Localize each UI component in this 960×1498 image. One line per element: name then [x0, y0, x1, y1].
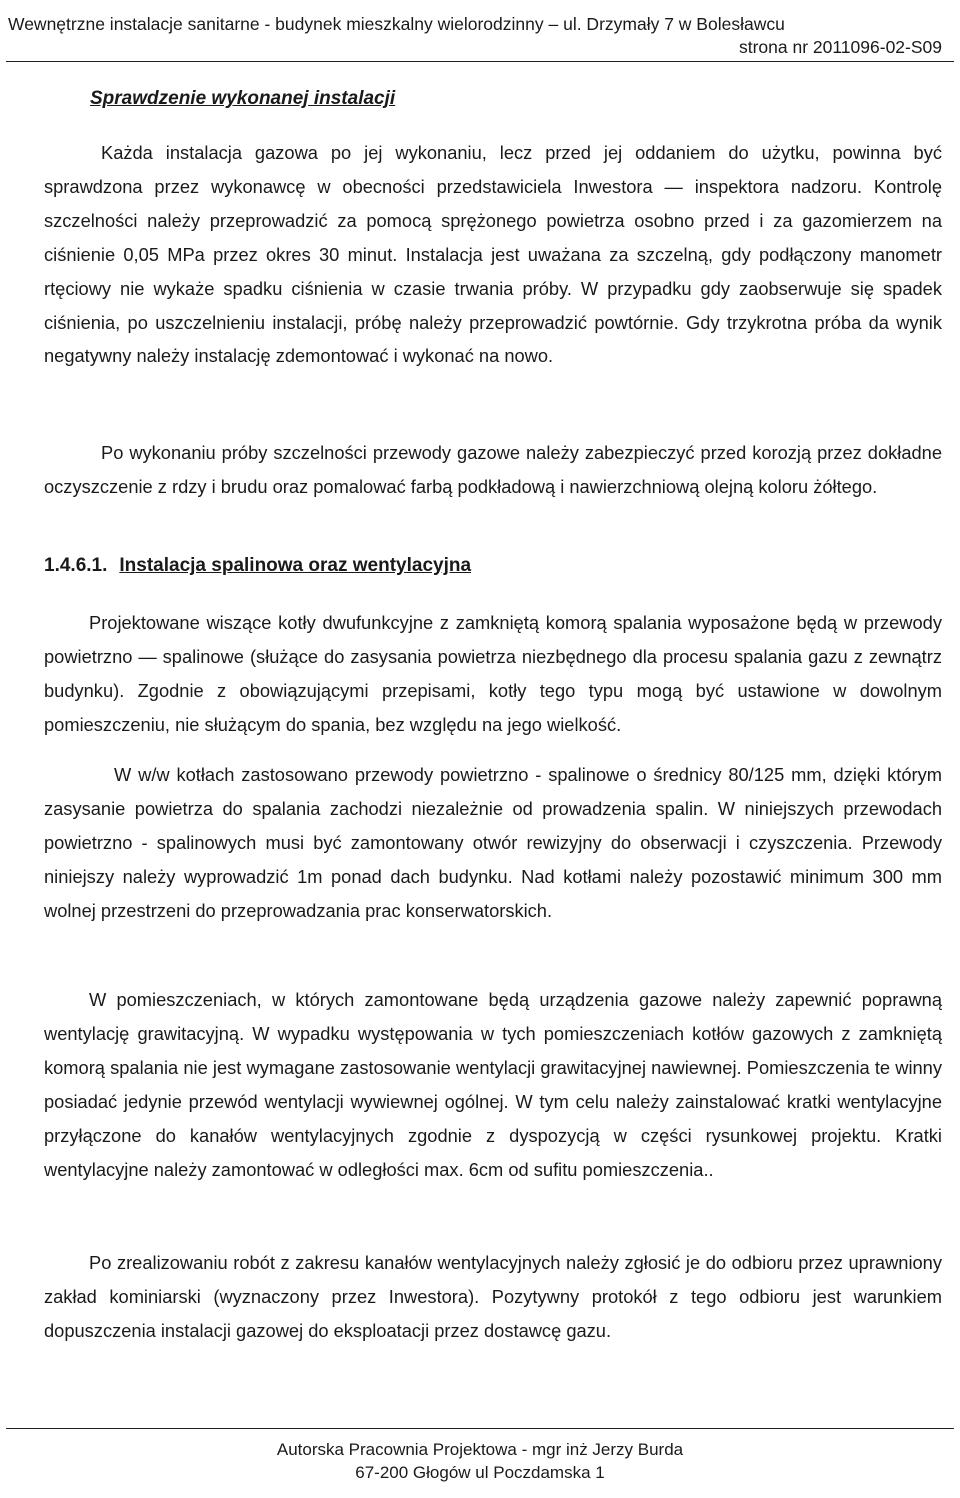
footer-line-1: Autorska Pracownia Projektowa - mgr inż Jerzy Burda [276, 1440, 684, 1459]
paragraph-ventilation: W pomieszczeniach, w których zamontowane będą urządzenia gazowe należy zapewnić poprawną wentylację grawitacyjną. W wypadku występowania w tych pomieszczeniach kotłów gazowych z zamkniętą komorą spalania nie jest wymagane zastosowanie wentylacji grawitacyjnej nawiewnej. Pomieszczenia te winny posiadać jedynie przewód wentylacji wywiewnej ogólnej. W tym celu należy zainstalować kratki wentylacyjne przyłączone do kanałów wentylacyjnych zgodnie z dyspozycją w części rysunkowej projektu. Kratki wentylacyjne należy zamontować w odległości max. 6cm od sufitu pomieszczenia.. [44, 989, 942, 1180]
header-divider [6, 61, 954, 62]
subsection-number: 1.4.6.1. [44, 555, 108, 576]
section-heading: Sprawdzenie wykonanej instalacji [90, 88, 396, 109]
paragraph-flue-pipes: W w/w kotłach zastosowano przewody powietrzno - spalinowe o średnicy 80/125 mm, dzięki którym zasysanie powietrza do spalania zachodzi niezależnie od prowadzenia spalin. W niniejszych przewodach powietrzno - spalinowych musi być zamontowany otwór rewizyjny do obserwacji i czyszczenia. Przewody niniejszy należy wyprowadzić 1m ponad dach budynku. Nad kotłami należy pozostawić minimum 300 mm wolnej przestrzeni do przeprowadzania prac konserwatorskich. [44, 764, 942, 921]
subsection-heading [44, 555, 471, 577]
paragraph-gas-test: Każda instalacja gazowa po jej wykonaniu, lecz przed jej oddaniem do użytku, powinna być sprawdzona przez wykonawcę w obecności przedstawiciela Inwestora — inspektora nadzoru. Kontrolę szczelności należy przeprowadzić za pomocą sprężonego powietrza osobno przed i za gazomierzem na ciśnienie 0,05 MPa przez okres 30 minut. Instalacja jest uważana za szczelną, gdy podłączony manometr rtęciowy nie wykaże spadku ciśnienia w czasie trwania próby. W przypadku gdy zaobserwuje się spadek ciśnienia, po uszczelnieniu instalacji, próbę należy przeprowadzić powtórnie. Gdy trzykrotna próba da wynik negatywny należy instalację zdemontować i wykonać na nowo. [44, 142, 942, 367]
paragraph-boilers: Projektowane wiszące kotły dwufunkcyjne z zamkniętą komorą spalania wyposażone będą w przewody powietrzno — spalinowe (służące do zasysania powietrza niezbędnego dla procesu spalania gazu z zewnątrz budynku). Zgodnie z obowiązującymi przepisami, kotły tego typu mogą być ustawione w dowolnym pomieszczeniu, nie służącym do spania, bez względu na jego wielkość. [44, 612, 942, 735]
header-title: Wewnętrzne instalacje sanitarne - budynek mieszkalny wielorodzinny – ul. Drzymały 7 w Bolesławcu [8, 14, 785, 34]
paragraph-corrosion: Po wykonaniu próby szczelności przewody gazowe należy zabezpieczyć przed korozją przez dokładne oczyszczenie z rdzy i brudu oraz pomalować farbą podkładową i nawierzchniową olejną koloru żółtego. [44, 442, 942, 497]
footer-divider [6, 1428, 954, 1429]
header-page-ref: strona nr 2011096-02-S09 [738, 37, 942, 57]
paragraph-chimney-inspection: Po zrealizowaniu robót z zakresu kanałów wentylacyjnych należy zgłosić je do odbioru przez uprawniony zakład kominiarski (wyznaczony przez Inwestora). Pozytywny protokół z tego odbioru jest warunkiem dopuszczenia instalacji gazowej do eksploatacji przez dostawcę gazu. [44, 1252, 942, 1341]
footer-line-2: 67-200 Głogów ul Poczdamska 1 [355, 1463, 605, 1482]
subsection-title: Instalacja spalinowa oraz wentylacyjna [119, 555, 472, 576]
